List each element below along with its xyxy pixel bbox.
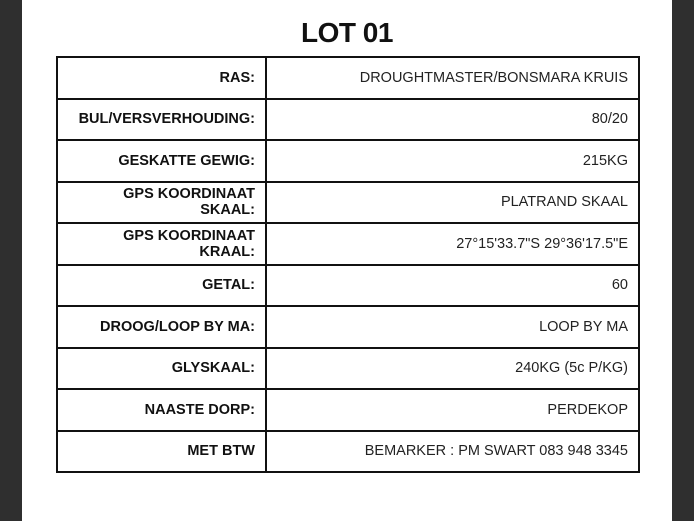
table-row-gps-scale: [57, 182, 639, 224]
table-row-town: [57, 389, 639, 431]
row-value: PERDEKOP: [266, 389, 639, 431]
row-label: GPS KOORDINAAT KRAAL:: [57, 223, 266, 265]
table-row-vat: [57, 431, 639, 473]
row-value: PLATRAND SKAAL: [266, 182, 639, 224]
row-label: GLYSKAAL:: [57, 348, 266, 390]
row-value: 27°15'33.7"S 29°36'17.5"E: [266, 223, 639, 265]
row-value: 60: [266, 265, 639, 307]
row-value: 215KG: [266, 140, 639, 182]
row-label: RAS:: [57, 57, 266, 99]
row-value: 240KG (5c P/KG): [266, 348, 639, 390]
table-row-count: [57, 265, 639, 307]
row-label: DROOG/LOOP BY MA:: [57, 306, 266, 348]
table-row-gps-kraal: [57, 223, 639, 265]
lot-details-table: [56, 56, 640, 473]
table-row-status: [57, 306, 639, 348]
table-row-ratio: [57, 99, 639, 141]
row-value: 80/20: [266, 99, 639, 141]
document-page: [22, 0, 672, 521]
row-value: DROUGHTMASTER/BONSMARA KRUIS: [266, 57, 639, 99]
lot-title: LOT 01: [301, 17, 393, 48]
row-value: BEMARKER : PM SWART 083 948 3345: [266, 431, 639, 473]
table-row-sliding-scale: [57, 348, 639, 390]
row-label: GPS KOORDINAAT SKAAL:: [57, 182, 266, 224]
row-value: LOOP BY MA: [266, 306, 639, 348]
table-row-ras: [57, 57, 639, 99]
row-label: NAASTE DORP:: [57, 389, 266, 431]
row-label: BUL/VERSVERHOUDING:: [57, 99, 266, 141]
table-row-weight: [57, 140, 639, 182]
row-label: MET BTW: [57, 431, 266, 473]
row-label: GESKATTE GEWIG:: [57, 140, 266, 182]
row-label: GETAL:: [57, 265, 266, 307]
